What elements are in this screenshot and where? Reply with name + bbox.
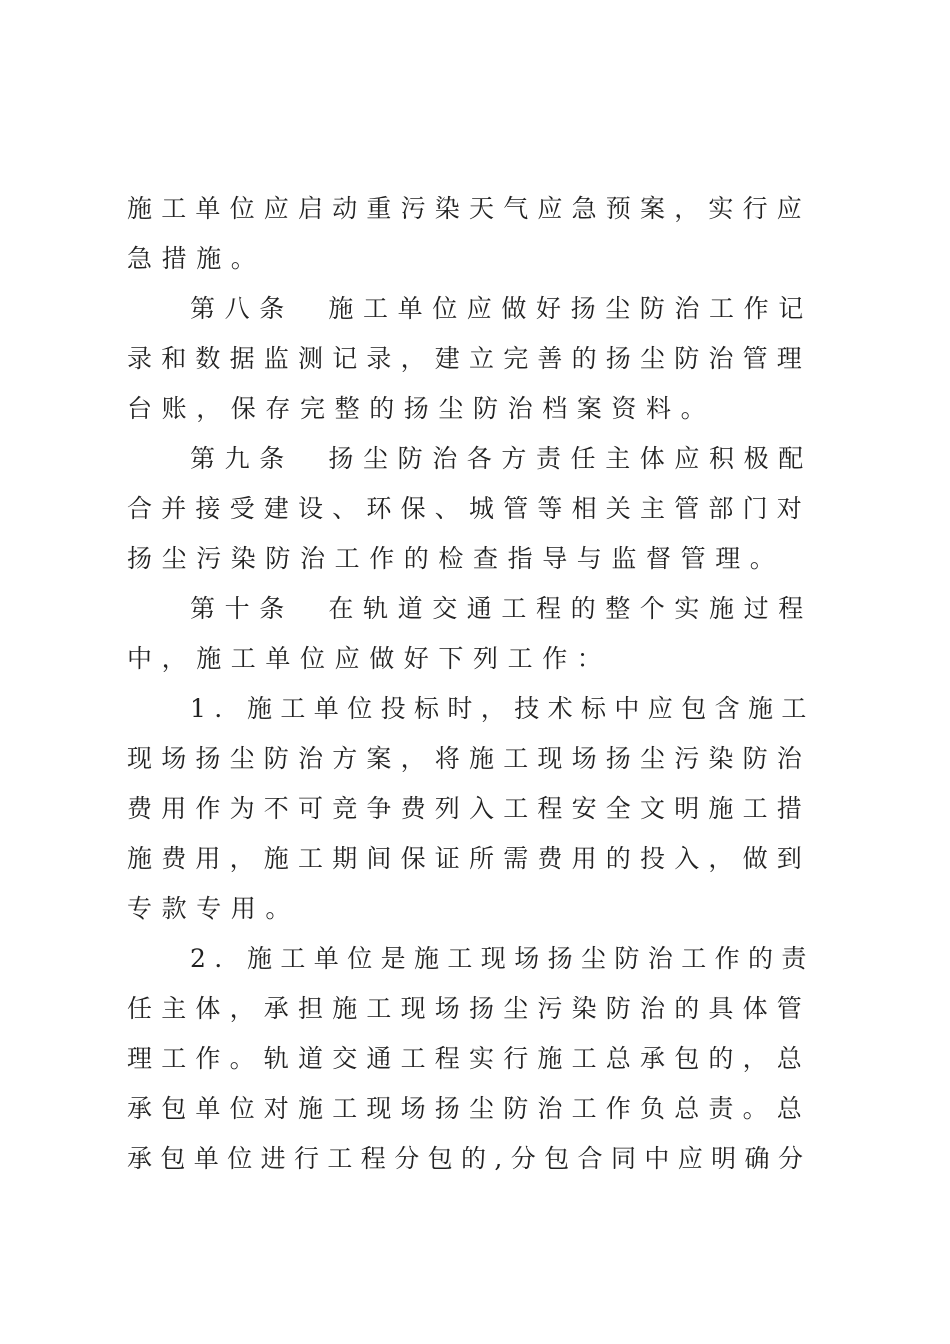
text-line: 施费用，施工期间保证所需费用的投入，做到 xyxy=(127,844,812,873)
article-10-heading-line: 第十条 在轨道交通工程的整个实施过程 xyxy=(190,594,813,623)
item-2-line: 2. 施工单位是施工现场扬尘防治工作的责 xyxy=(190,944,815,973)
text-line: 承包单位进行工程分包的,分包合同中应明确分 xyxy=(127,1144,812,1173)
item-1-line: 1. 施工单位投标时，技术标中应包含施工 xyxy=(190,694,815,723)
text-line: 现场扬尘防治方案，将施工现场扬尘污染防治 xyxy=(127,744,812,773)
text-line: 施工单位应启动重污染天气应急预案，实行应 xyxy=(127,194,812,223)
text-line: 专款专用。 xyxy=(127,894,301,923)
text-line: 承包单位对施工现场扬尘防治工作负总责。总 xyxy=(127,1094,812,1123)
text-line: 扬尘污染防治工作的检查指导与监督管理。 xyxy=(127,544,785,573)
text-line: 录和数据监测记录，建立完善的扬尘防治管理 xyxy=(127,344,812,373)
text-line: 理工作。轨道交通工程实行施工总承包的，总 xyxy=(127,1044,812,1073)
article-9-heading-line: 第九条 扬尘防治各方责任主体应积极配 xyxy=(190,444,813,473)
text-line: 中，施工单位应做好下列工作： xyxy=(127,644,612,673)
text-line: 任主体，承担施工现场扬尘污染防治的具体管 xyxy=(127,994,812,1023)
text-line: 急措施。 xyxy=(127,244,266,273)
text-line: 费用作为不可竞争费列入工程安全文明施工措 xyxy=(127,794,812,823)
text-line: 台账，保存完整的扬尘防治档案资料。 xyxy=(127,394,716,423)
text-line: 合并接受建设、环保、城管等相关主管部门对 xyxy=(127,494,812,523)
article-8-heading-line: 第八条 施工单位应做好扬尘防治工作记 xyxy=(190,294,813,323)
